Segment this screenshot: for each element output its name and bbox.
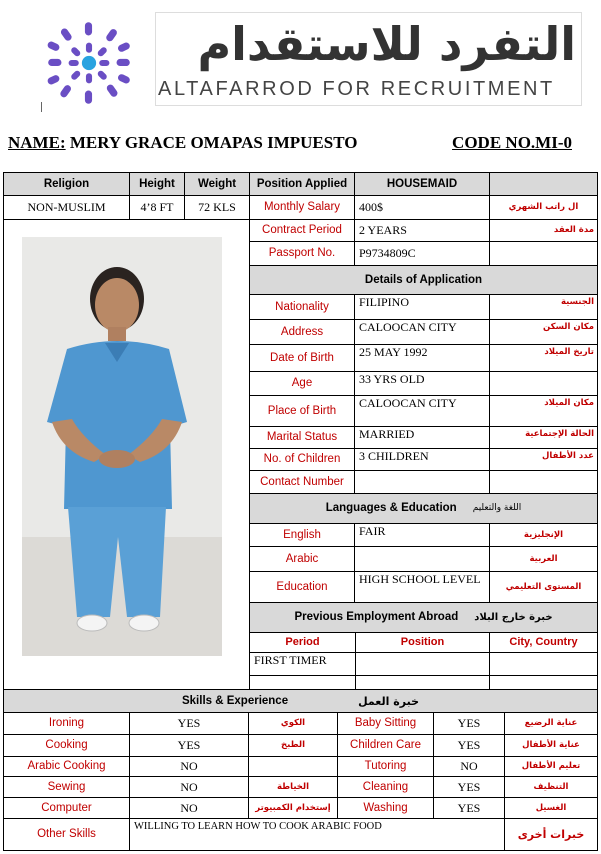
skill-label: Baby Sitting xyxy=(337,712,434,735)
skills-heading-arabic: خبرة العمل xyxy=(358,694,419,708)
detail-label: Contact Number xyxy=(249,470,355,494)
religion-header: Religion xyxy=(3,172,130,196)
detail-arabic: الجنسية xyxy=(489,294,598,320)
skills-heading-text: Skills & Experience xyxy=(181,694,289,707)
employment-position xyxy=(355,675,490,690)
languages-heading xyxy=(249,493,598,524)
candidate-name-line xyxy=(8,133,357,153)
skill-value: YES xyxy=(129,712,249,735)
skill-arabic: التنظيف xyxy=(504,776,598,798)
weight-value: 72 KLS xyxy=(184,195,250,220)
detail-value: 3 CHILDREN xyxy=(354,448,490,471)
languages-heading-text: Languages & Education xyxy=(325,502,457,514)
candidate-photo xyxy=(22,237,222,656)
skill-arabic: الكوي xyxy=(248,712,338,735)
detail-label: Marital Status xyxy=(249,426,355,449)
skill-value: NO xyxy=(129,797,249,819)
detail-value: CALOOCAN CITY xyxy=(354,395,490,427)
detail-value: CALOOCAN CITY xyxy=(354,319,490,345)
employment-col-period: Period xyxy=(249,632,356,653)
employment-city xyxy=(489,652,598,676)
skill-label: Tutoring xyxy=(337,756,434,777)
language-value xyxy=(354,546,490,572)
skill-label: Arabic Cooking xyxy=(3,756,130,777)
skill-value: YES xyxy=(433,712,505,735)
other-skills-arabic: خبرات أخرى xyxy=(504,818,598,851)
contract-period-arabic: مدة العقد xyxy=(489,219,598,242)
detail-arabic: مكان الميلاد xyxy=(489,395,598,427)
language-label: Arabic xyxy=(249,546,355,572)
name-label: NAME: xyxy=(8,133,66,152)
detail-arabic xyxy=(489,371,598,396)
skill-arabic: الخياطة xyxy=(248,776,338,798)
salary-value: 400$ xyxy=(354,195,490,220)
brand-english-name: ALTAFARROD FOR RECRUITMENT xyxy=(158,78,555,100)
salary-arabic: ال راتب الشهري xyxy=(489,195,598,220)
skill-arabic: تعليم الأطفال xyxy=(504,756,598,777)
skill-arabic xyxy=(248,756,338,777)
skill-label: Sewing xyxy=(3,776,130,798)
language-value: HIGH SCHOOL LEVEL xyxy=(354,571,490,603)
skill-label: Ironing xyxy=(3,712,130,735)
detail-label: Date of Birth xyxy=(249,344,355,372)
detail-label: Place of Birth xyxy=(249,395,355,427)
skill-arabic: عناية الرضيع xyxy=(504,712,598,735)
passport-extra-cell xyxy=(489,241,598,266)
language-arabic: المستوى التعليمي xyxy=(489,571,598,603)
other-skills-value: WILLING TO LEARN HOW TO COOK ARABIC FOOD xyxy=(129,818,505,851)
skill-value: YES xyxy=(433,776,505,798)
position-value: HOUSEMAID xyxy=(354,172,490,196)
details-heading: Details of Application xyxy=(249,265,598,295)
skills-heading xyxy=(3,689,598,713)
skill-value: YES xyxy=(433,797,505,819)
skill-arabic: إستخدام الكمبيوتر xyxy=(248,797,338,819)
position-extra-cell xyxy=(489,172,598,196)
detail-value: 25 MAY 1992 xyxy=(354,344,490,372)
passport-label: Passport No. xyxy=(249,241,355,266)
passport-value: P9734809C xyxy=(354,241,490,266)
other-skills-label: Other Skills xyxy=(3,818,130,851)
contract-period-label: Contract Period xyxy=(249,219,355,242)
salary-label: Monthly Salary xyxy=(249,195,355,220)
detail-value: 33 YRS OLD xyxy=(354,371,490,396)
position-header: Position Applied xyxy=(249,172,355,196)
skill-label: Cleaning xyxy=(337,776,434,798)
employment-col-position: Position xyxy=(355,632,490,653)
skill-value: YES xyxy=(129,734,249,757)
detail-arabic: تاريخ الميلاد xyxy=(489,344,598,372)
detail-label: Age xyxy=(249,371,355,396)
detail-arabic xyxy=(489,470,598,494)
language-value: FAIR xyxy=(354,523,490,547)
skill-value: YES xyxy=(433,734,505,757)
skill-value: NO xyxy=(433,756,505,777)
skill-label: Children Care xyxy=(337,734,434,757)
language-arabic: الإنجليزية xyxy=(489,523,598,547)
religion-value: NON-MUSLIM xyxy=(3,195,130,220)
detail-value xyxy=(354,470,490,494)
candidate-code: CODE NO.MI-0 xyxy=(452,133,572,152)
divider xyxy=(41,102,42,112)
skill-label: Cooking xyxy=(3,734,130,757)
detail-arabic: الحالة الإجتماعية xyxy=(489,426,598,449)
employment-position xyxy=(355,652,490,676)
employment-heading xyxy=(249,602,598,633)
weight-header: Weight xyxy=(184,172,250,196)
height-value: 4’8 FT xyxy=(129,195,185,220)
employment-period xyxy=(249,675,356,690)
skill-arabic: الطبخ xyxy=(248,734,338,757)
agency-logo-icon xyxy=(38,12,140,114)
detail-label: Address xyxy=(249,319,355,345)
candidate-name: MERY GRACE OMAPAS IMPUESTO xyxy=(69,133,358,152)
language-label: English xyxy=(249,523,355,547)
skill-value: NO xyxy=(129,756,249,777)
employment-city xyxy=(489,675,598,690)
skill-value: NO xyxy=(129,776,249,798)
detail-arabic: مكان السكن xyxy=(489,319,598,345)
detail-label: No. of Children xyxy=(249,448,355,471)
employment-heading-text: Previous Employment Abroad xyxy=(294,611,459,623)
employment-heading-arabic: خبرة خارج البلاد xyxy=(474,612,553,623)
skill-label: Washing xyxy=(337,797,434,819)
detail-value: FILIPINO xyxy=(354,294,490,320)
detail-value: MARRIED xyxy=(354,426,490,449)
skill-arabic: الغسيل xyxy=(504,797,598,819)
skill-arabic: عناية الأطفال xyxy=(504,734,598,757)
skill-label: Computer xyxy=(3,797,130,819)
brand-arabic-name: التفرد للاستقدام xyxy=(197,17,576,71)
language-label: Education xyxy=(249,571,355,603)
languages-heading-arabic: اللغة والتعليم xyxy=(472,503,522,513)
detail-label: Nationality xyxy=(249,294,355,320)
employment-col-city: City, Country xyxy=(489,632,598,653)
language-arabic: العربية xyxy=(489,546,598,572)
contract-period-value: 2 YEARS xyxy=(354,219,490,242)
detail-arabic: عدد الأطفال xyxy=(489,448,598,471)
height-header: Height xyxy=(129,172,185,196)
employment-period: FIRST TIMER xyxy=(249,652,356,676)
